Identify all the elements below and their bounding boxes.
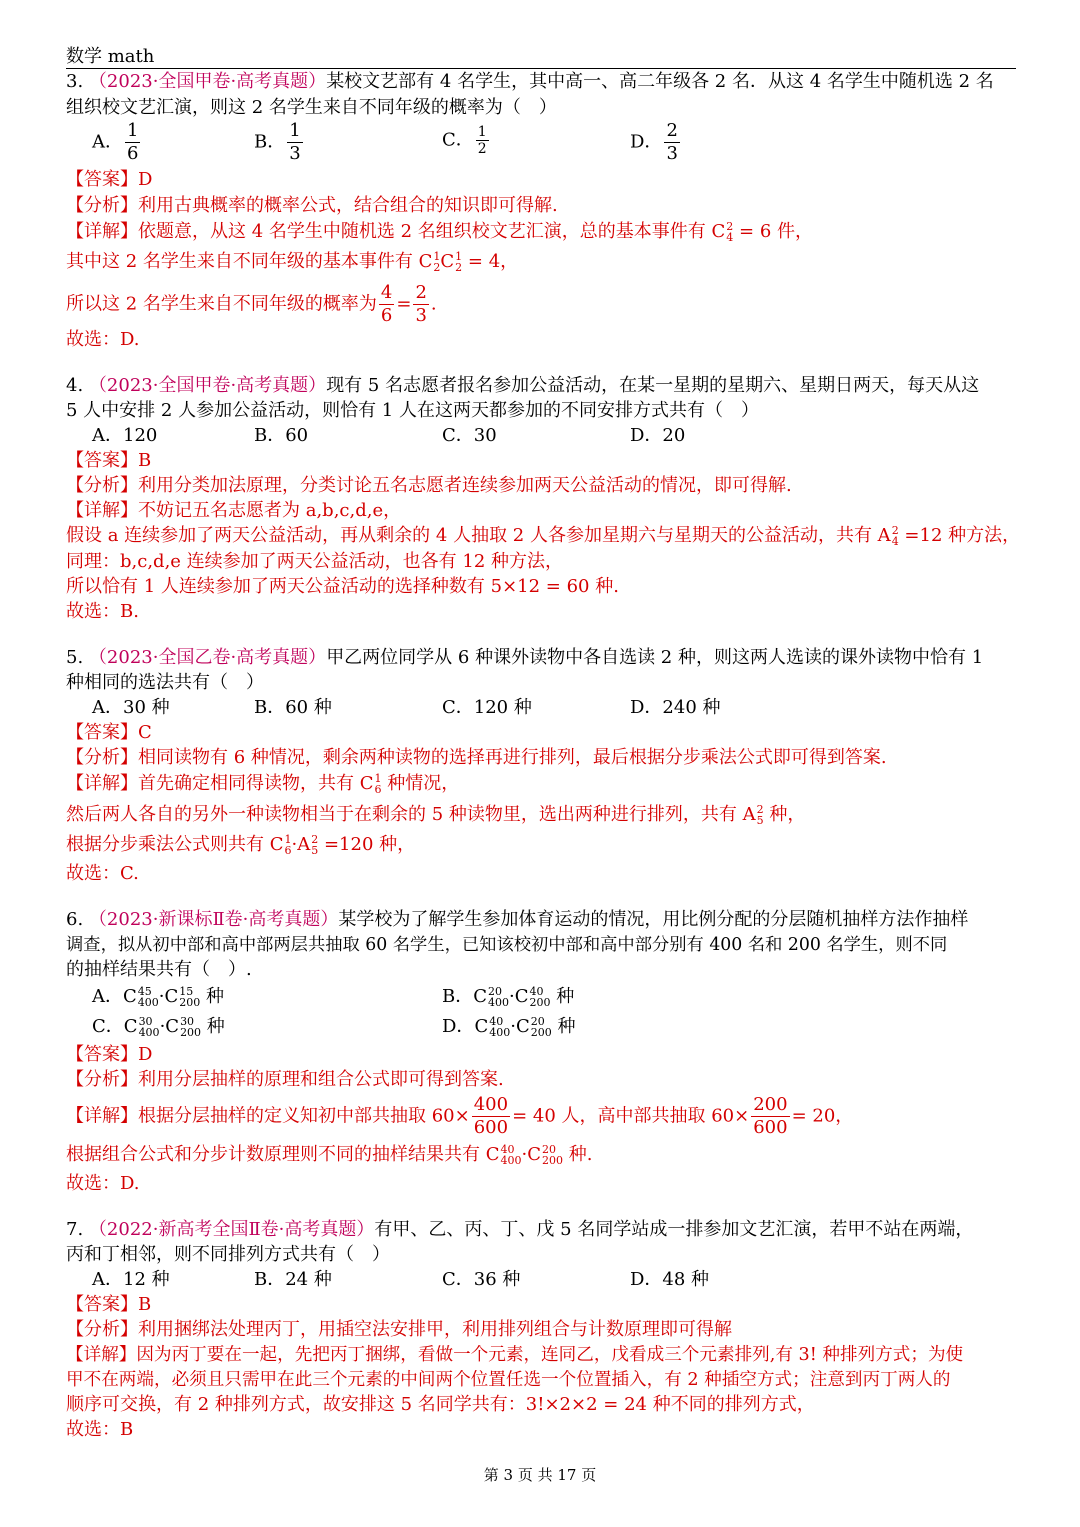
q7-choose: 故选：B — [66, 1419, 134, 1440]
q3-choose: 故选：D. — [66, 329, 140, 350]
q4-option-d: D．20 — [630, 425, 686, 446]
q3-detail-line3: 所以这 2 名学生来自不同年级的概率为 $\frac{4}{6}$ = $\frac{2}{3}$ . — [66, 282, 437, 326]
q6-stem-line3: 的抽样结果共有（ ）. — [66, 959, 252, 980]
q5-option-b: B．60 种 — [254, 697, 332, 718]
page-footer: 第 3 页 共 17 页 — [483, 1466, 597, 1484]
q5-option-d: D．240 种 — [630, 697, 721, 718]
q7-option-c: C．36 种 — [442, 1269, 521, 1290]
q7-option-d: D．48 种 — [630, 1269, 710, 1290]
q4-source: （2023·全国甲卷·高考真题） — [88, 375, 327, 396]
q3-option-d: D． $\frac{2}{3}$ — [630, 120, 678, 164]
page-header: 数学 math — [66, 46, 155, 67]
q4-answer: 【答案】B — [66, 450, 152, 471]
q6-stem-line1: 6. （2023·新课标Ⅱ卷·高考真题）某学校为了解学生参加体育运动的情况，用比例分配的分层随机抽样方法作抽样 — [66, 909, 969, 930]
q5-detail-line3: 根据分步乘法公式则共有 C 1 6 ·A 2 5 =120 种， — [66, 833, 416, 857]
q7-stem-line2: 丙和丁相邻，则不同排列方式共有（ ） — [66, 1244, 390, 1265]
q3-stem-line2: 组织校文艺汇演，则这 2 名学生来自不同年级的概率为（ ） — [66, 97, 557, 118]
header-divider — [66, 68, 1016, 69]
q3-analysis: 【分析】利用古典概率的概率公式，结合组合的知识即可得解. — [66, 195, 558, 216]
q4-detail-line2: 假设 a 连续参加了两天公益活动，再从剩余的 4 人抽取 2 人各参加星期六与星期天的公益活动，共有 A 2 4 =12 种方法， — [66, 524, 1021, 548]
q5-detail-line1: 【详解】首先确定相同得读物，共有 C 1 6 种情况， — [66, 772, 460, 796]
q5-option-a: A．30 种 — [92, 697, 170, 718]
q5-source: （2023·全国乙卷·高考真题） — [88, 647, 327, 668]
q3-answer: 【答案】D — [66, 169, 153, 190]
q6-detail-line1: 【详解】根据分层抽样的定义知初中部共抽取 60× $\frac{400}{600}$ = 40 人，高中部共抽取 60× $\frac{200}{600}$ = 20， — [66, 1094, 854, 1138]
q3-option-b: B． $\frac{1}{3}$ — [254, 120, 301, 164]
q7-option-a: A．12 种 — [92, 1269, 170, 1290]
q3-detail-line2: 其中这 2 名学生来自不同年级的基本事件有 C 1 2 C 1 2 = 4， — [66, 250, 519, 274]
q3-stem-line1: 3. （2023·全国甲卷·高考真题）某校文艺部有 4 名学生，其中高一、高二年级各 2 名．从这 4 名学生中随机选 2 名 — [66, 71, 994, 92]
q4-stem-line1: 4. （2023·全国甲卷·高考真题）现有 5 名志愿者报名参加公益活动，在某一星期的星期六、星期日两天，每天从这 — [66, 375, 980, 396]
q4-detail-line3: 同理：b,c,d,e 连续参加了两天公益活动，也各有 12 种方法， — [66, 551, 564, 572]
q3-detail-line1: 【详解】依题意，从这 4 名学生中随机选 2 名组织校文艺汇演，总的基本事件有 C 2 4 = 6 件， — [66, 220, 813, 244]
q6-detail-line2: 根据组合公式和分步计数原理则不同的抽样结果共有 C 40 400 ·C 20 200 种. — [66, 1143, 593, 1167]
q6-option-a: A．C 45 400 ·C 15 200 种 — [92, 985, 225, 1009]
q7-detail-line3: 顺序可交换，有 2 种排列方式，故安排这 5 名同学共有：3!×2×2 = 24 种不同的排列方式， — [66, 1394, 815, 1415]
q5-stem-line1: 5. （2023·全国乙卷·高考真题）甲乙两位同学从 6 种课外读物中各自选读 2 种，则这两人选读的课外读物中恰有 1 — [66, 647, 984, 668]
q5-option-c: C．120 种 — [442, 697, 532, 718]
q7-detail-line1: 【详解】因为丙丁要在一起，先把丙丁捆绑，看做一个元素，连同乙，戊看成三个元素排列,有 3! 种排列方式；为使 — [66, 1345, 964, 1365]
q6-option-d: D．C 40 400 ·C 20 200 种 — [442, 1015, 576, 1039]
q6-answer: 【答案】D — [66, 1044, 153, 1065]
q4-stem-line2: 5 人中安排 2 人参加公益活动，则恰有 1 人在这两天都参加的不同安排方式共有（ ） — [66, 400, 759, 421]
q5-stem-line2: 种相同的选法共有（ ） — [66, 672, 264, 693]
q7-analysis: 【分析】利用捆绑法处理丙丁，用插空法安排甲，利用排列组合与计数原理即可得解 — [66, 1319, 732, 1340]
q7-detail-line2: 甲不在两端，必须且只需甲在此三个元素的中间两个位置任选一个位置插入，有 2 种插空方式；注意到丙丁两人的 — [66, 1370, 951, 1390]
q4-option-c: C．30 — [442, 425, 497, 446]
q5-detail-line2: 然后两人各自的另外一种读物相当于在剩余的 5 种读物里，选出两种进行排列，共有 A 2 5 种， — [66, 803, 806, 827]
q6-option-b: B．C 20 400 ·C 40 200 种 — [442, 985, 575, 1009]
q4-detail-line1: 【详解】不妨记五名志愿者为 a,b,c,d,e， — [66, 500, 402, 521]
q7-stem-line1: 7. （2022·新高考全国Ⅱ卷·高考真题）有甲、乙、丙、丁、戊 5 名同学站成一排参加文艺汇演，若甲不站在两端， — [66, 1219, 974, 1240]
q4-choose: 故选：B. — [66, 601, 139, 622]
q6-choose: 故选：D. — [66, 1173, 140, 1194]
q5-analysis: 【分析】相同读物有 6 种情况，剩余两种读物的选择再进行排列，最后根据分步乘法公式即可得到答案. — [66, 747, 887, 768]
q7-option-b: B．24 种 — [254, 1269, 332, 1290]
q6-analysis: 【分析】利用分层抽样的原理和组合公式即可得到答案. — [66, 1069, 504, 1090]
q4-option-b: B．60 — [254, 425, 309, 446]
q4-option-a: A．120 — [92, 425, 158, 446]
q3-option-a: A． $\frac{1}{6}$ — [92, 120, 139, 164]
q3-source: （2023·全国甲卷·高考真题） — [88, 71, 327, 92]
q5-choose: 故选：C. — [66, 863, 139, 884]
q7-answer: 【答案】B — [66, 1294, 152, 1315]
q6-option-c: C．C 30 400 ·C 30 200 种 — [92, 1015, 225, 1039]
q3-option-c: C． $\frac{1}{2}$ — [442, 124, 487, 157]
q6-stem-line2: 调查，拟从初中部和高中部两层共抽取 60 名学生，已知该校初中部和高中部分别有 400 名和 200 名学生，则不同 — [66, 935, 948, 955]
q4-detail-line4: 所以恰有 1 人连续参加了两天公益活动的选择种数有 5×12 = 60 种. — [66, 576, 619, 597]
q4-analysis: 【分析】利用分类加法原理，分类讨论五名志愿者连续参加两天公益活动的情况，即可得解. — [66, 475, 792, 496]
q6-source: （2023·新课标Ⅱ卷·高考真题） — [88, 909, 339, 930]
q5-answer: 【答案】C — [66, 722, 152, 743]
q7-source: （2022·新高考全国Ⅱ卷·高考真题） — [88, 1219, 375, 1240]
